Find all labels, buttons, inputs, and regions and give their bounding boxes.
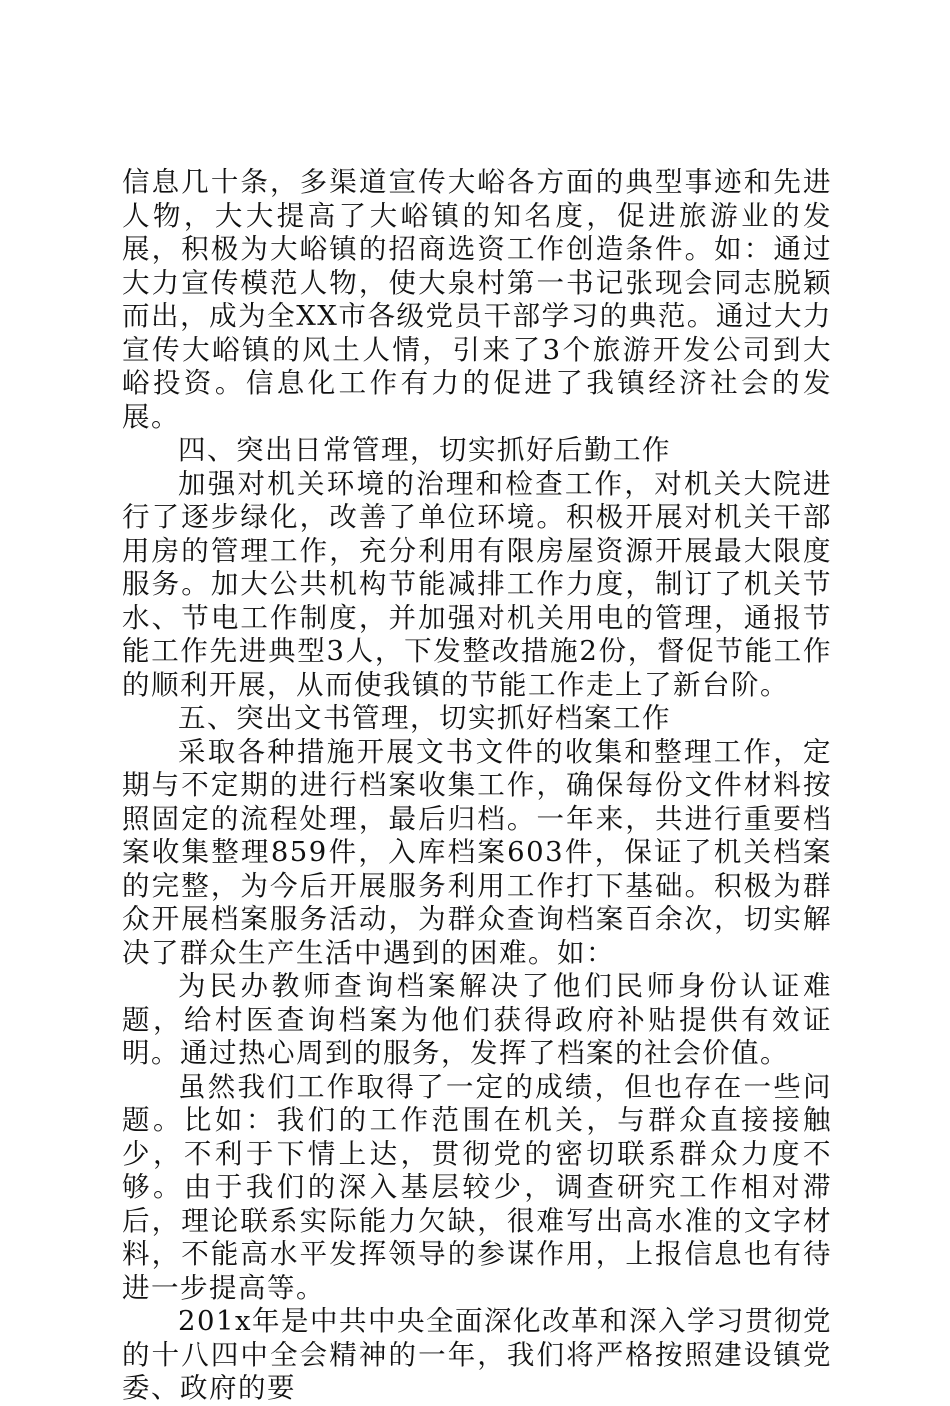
document-body [122,166,832,1406]
paragraph-outlook: 201x年是中共中央全面深化改革和深入学习贯彻党的十八四中全会精神的一年，我们将严格按照建设镇党委、政府的要 [122,1305,832,1404]
paragraph-archive-example: 为民办教师查询档案解决了他们民师身份认证难题，给村医查询档案为他们获得政府补贴提供有效证明。通过热心周到的服务，发挥了档案的社会价值。 [122,970,832,1069]
section-heading-5: 五、突出文书管理，切实抓好档案工作 [178,702,671,734]
paragraph-continued: 信息几十条，多渠道宣传大峪各方面的典型事迹和先进人物，大大提高了大峪镇的知名度，促进旅游业的发展，积极为大峪镇的招商选资工作创造条件。如：通过大力宣传模范人物，使大泉村第一书记张现会同志脱颖而出，成为全XX市各级党员干部学习的典范。通过大力宣传大峪镇的风土人情，引来了3个旅游开发公司到大峪投资。信息化工作有力的促进了我镇经济社会的发展。 [122,166,832,433]
paragraph-logistics: 加强对机关环境的治理和检查工作，对机关大院进行了逐步绿化，改善了单位环境。积极开展对机关干部用房的管理工作，充分利用有限房屋资源开展最大限度服务。加大公共机构节能减排工作力度，制订了机关节水、节电工作制度，并加强对机关用电的管理，通报节能工作先进典型3人，下发整改措施2份，督促节能工作的顺利开展，从而使我镇的节能工作走上了新台阶。 [122,467,832,701]
paragraph-problems: 虽然我们工作取得了一定的成绩，但也存在一些问题。比如：我们的工作范围在机关，与群众直接接触少，不利于下情上达，贯彻党的密切联系群众力度不够。由于我们的深入基层较少，调查研究工作相对滞后，理论联系实际能力欠缺，很难写出高水准的文字材料，不能高水平发挥领导的参谋作用，上报信息也有待进一步提高等。 [122,1070,832,1304]
section-heading-4: 四、突出日常管理，切实抓好后勤工作 [178,434,671,466]
paragraph-archives: 采取各种措施开展文书文件的收集和整理工作，定期与不定期的进行档案收集工作，确保每份文件材料按照固定的流程处理，最后归档。一年来，共进行重要档案收集整理859件，入库档案603件，保证了机关档案的完整，为今后开展服务利用工作打下基础。积极为群众开展档案服务活动，为群众查询档案百余次，切实解决了群众生产生活中遇到的困难。如： [122,735,832,969]
